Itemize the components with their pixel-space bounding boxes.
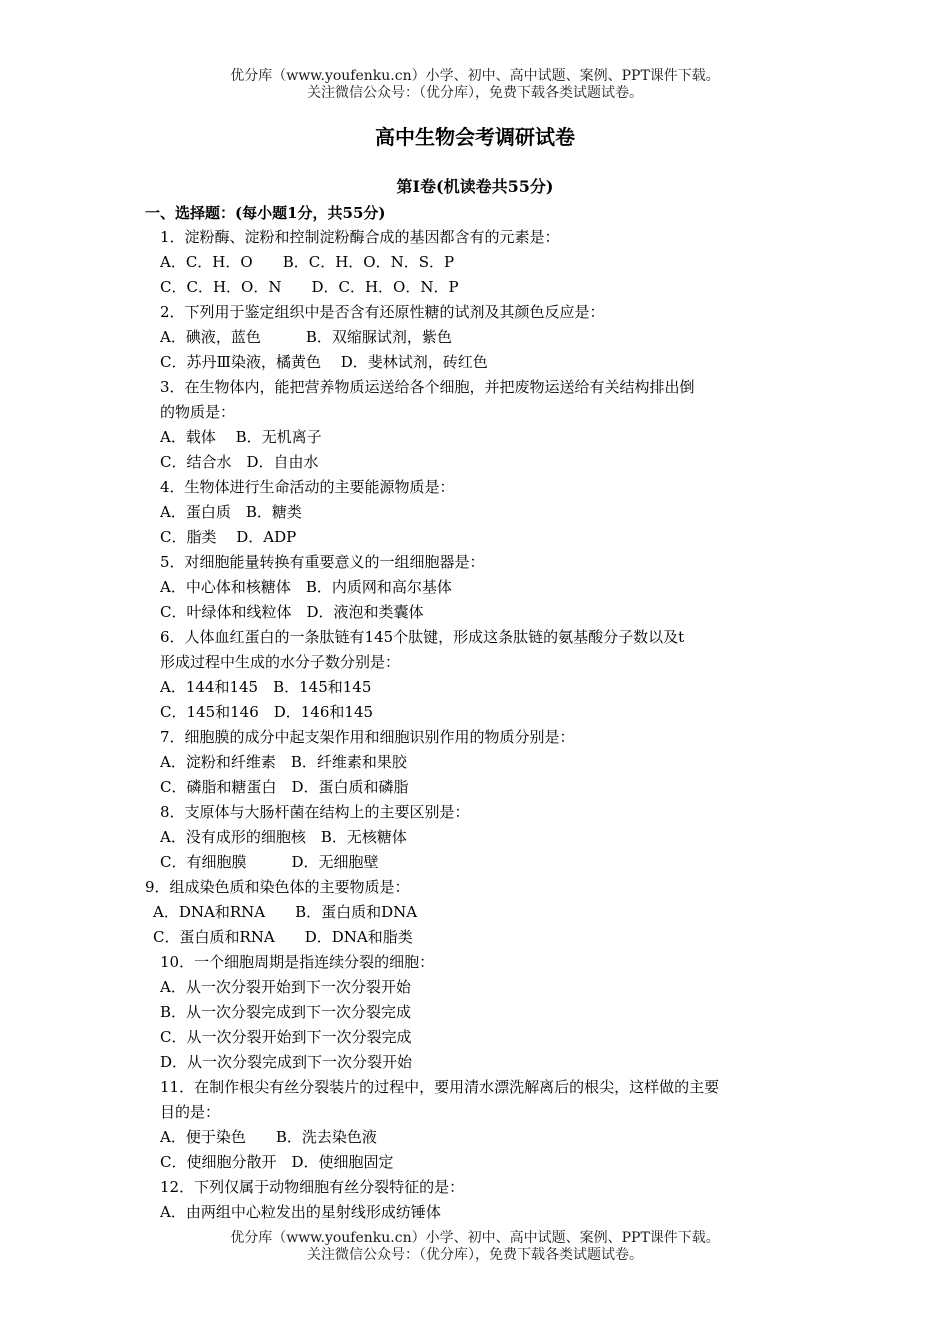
part-heading: 一、选择题：(每小题1分，共55分) [145,204,386,222]
option-line: A．碘液，蓝色 B．双缩脲试剂，紫色 [160,328,452,346]
question-line: 6．人体血红蛋白的一条肽链有145个肽键，形成这条肽链的氨基酸分子数以及t [160,628,685,646]
page-footer [0,1230,950,1264]
question-line: 8．支原体与大肠杆菌在结构上的主要区别是： [160,803,470,821]
option-line: A．C．H．O B．C．H．O．N．S．P [160,253,455,271]
footer-line-2: 关注微信公众号：（优分库），免费下载各类试题试卷。 [307,1247,643,1263]
option-line: C．有细胞膜 D．无细胞壁 [160,853,379,871]
option-line: A．蛋白质 B．糖类 [160,503,302,521]
option-line: A．144和145 B．145和145 [160,678,372,696]
option-line: C．脂类 D．ADP [160,528,297,546]
question-line: 3．在生物体内，能把营养物质运送给各个细胞，并把废物运送给有关结构排出倒 [160,378,695,396]
option-line: C．磷脂和糖蛋白 D．蛋白质和磷脂 [160,778,409,796]
question-line: 12．下列仅属于动物细胞有丝分裂特征的是： [160,1178,465,1196]
option-line: A．由两组中心粒发出的星射线形成纺锤体 [160,1203,441,1221]
option-line: C．145和146 D．146和145 [160,703,374,721]
question-line: 9．组成染色质和染色体的主要物质是： [145,878,410,896]
question-line: 10．一个细胞周期是指连续分裂的细胞： [160,953,435,971]
question-line: 11．在制作根尖有丝分裂装片的过程中，要用清水漂洗解离后的根尖，这样做的主要 [160,1078,720,1096]
question-line: 2．下列用于鉴定组织中是否含有还原性糖的试剂及其颜色反应是： [160,303,605,321]
option-line: A．中心体和核糖体 B．内质网和高尔基体 [160,578,452,596]
option-line: C．叶绿体和线粒体 D．液泡和类囊体 [160,603,424,621]
question-line: 5．对细胞能量转换有重要意义的一组细胞器是： [160,553,485,571]
header-line-1: 优分库（www.youfenku.cn）小学、初中、高中试题、案例、PPT课件下载。 [230,68,720,84]
question-line: 4．生物体进行生命活动的主要能源物质是： [160,478,455,496]
option-line: A．载体 B．无机离子 [160,428,322,446]
question-line: 目的是： [160,1103,221,1121]
question-line: 形成过程中生成的水分子数分别是： [160,653,401,671]
option-line: A．DNA和RNA B．蛋白质和DNA [153,903,418,921]
section-title: 第I卷(机读卷共55分) [396,177,554,196]
option-line: D．从一次分裂完成到下一次分裂开始 [160,1053,413,1071]
question-line: 7．细胞膜的成分中起支架作用和细胞识别作用的物质分别是： [160,728,575,746]
footer-line-1: 优分库（www.youfenku.cn）小学、初中、高中试题、案例、PPT课件下载。 [230,1230,720,1246]
option-line: C．结合水 D．自由水 [160,453,319,471]
option-line: C．苏丹Ⅲ染液，橘黄色 D．斐林试剂，砖红色 [160,353,488,371]
document-title: 高中生物会考调研试卷 [375,125,575,149]
option-line: A．便于染色 B．洗去染色液 [160,1128,377,1146]
option-line: A．从一次分裂开始到下一次分裂开始 [160,978,411,996]
question-line: 的物质是： [160,403,236,421]
header-line-2: 关注微信公众号：（优分库），免费下载各类试题试卷。 [307,85,643,101]
page-header [0,68,950,102]
option-line: A．没有成形的细胞核 B．无核糖体 [160,828,407,846]
option-line: A．淀粉和纤维素 B．纤维素和果胶 [160,753,407,771]
option-line: B．从一次分裂完成到下一次分裂完成 [160,1003,412,1021]
option-line: C．使细胞分散开 D．使细胞固定 [160,1153,394,1171]
question-line: 1．淀粉酶、淀粉和控制淀粉酶合成的基因都含有的元素是： [160,228,560,246]
option-line: C．蛋白质和RNA D．DNA和脂类 [153,928,413,946]
option-line: C．C．H．O．N D．C．H．O．N．P [160,278,459,296]
option-line: C．从一次分裂开始到下一次分裂完成 [160,1028,412,1046]
